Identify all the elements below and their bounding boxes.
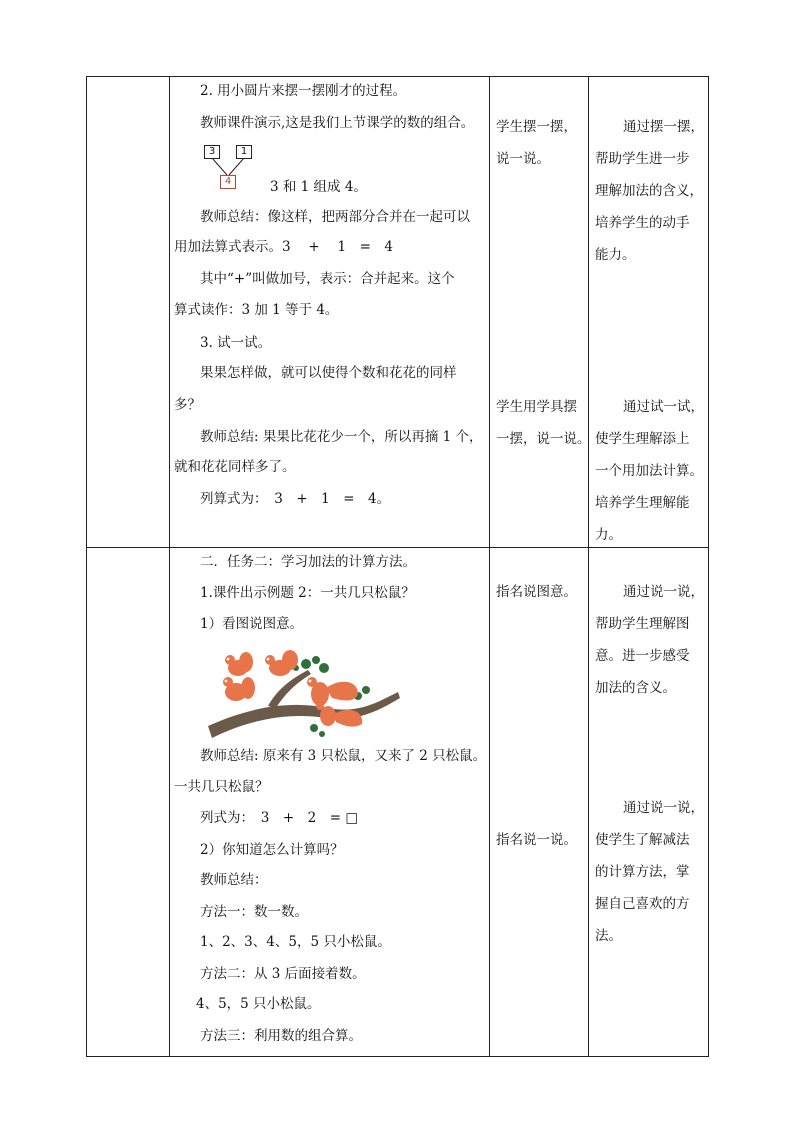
bond-total: 4: [220, 175, 236, 189]
content-line: 方法二：从 3 后面接着数。: [200, 966, 366, 982]
design-intent: 通过摆一摆， 帮助学生进一步 理解加法的含义， 培养学生的动手 能力。: [595, 119, 704, 263]
content-line: 果果怎样做，就可以使得个数和花花的同样: [200, 365, 457, 381]
student-activity: 指名说一说。: [496, 832, 577, 848]
content-line: 就和花花同样多了。: [174, 459, 296, 475]
content-line: 3 和 1 组成 4。: [270, 179, 367, 195]
student-activity-cell: [490, 77, 589, 548]
squirrels-on-branch-illustration: [208, 648, 400, 740]
content-line: 列式为： 3 + 2 = □: [200, 810, 359, 826]
content-line: 2）你知道怎么计算吗？: [200, 842, 344, 858]
content-line: 教师总结: 果果比花花少一个，所以再摘 1 个，: [200, 429, 483, 445]
bond-part-left: 3: [204, 145, 220, 159]
design-intent: 通过试一试， 使学生理解添上 一个用加法计算。 培养学生理解能 力。: [595, 399, 704, 543]
student-activity: 学生摆一摆， 说一说。: [496, 119, 577, 167]
content-line: 1.课件出示例题 2：一共几只松鼠？: [200, 585, 415, 601]
content-line: 方法一：数一数。: [200, 904, 308, 920]
content-line: 3. 试一试。: [200, 335, 272, 351]
lesson-plan-table: [86, 76, 709, 1057]
content-line: 2. 用小圆片来摆一摆刚才的过程。: [200, 83, 407, 99]
design-intent: 通过说一说， 使学生了解减法 的计算方法，掌 握自己喜欢的方 法。: [595, 800, 704, 944]
content-line: 方法三：利用数的组合算。: [200, 1028, 362, 1044]
design-intent-cell: [589, 77, 709, 548]
design-intent: 通过说一说， 帮助学生理解图 意。进一步感受 加法的含义。: [595, 584, 704, 696]
content-line: 多？: [174, 397, 201, 413]
content-line: 1）看图说图意。: [200, 616, 304, 632]
content-line: 教师总结：: [200, 872, 268, 888]
stage-cell: [87, 548, 170, 1057]
stage-cell: [87, 77, 170, 548]
content-line: 4、5，5 只小松鼠。: [196, 996, 321, 1012]
content-line: 教师总结：像这样，把两部分合并在一起可以: [200, 209, 470, 225]
number-bond-diagram: [204, 145, 254, 189]
content-line: 其中“+”叫做加号，表示：合并起来。这个: [200, 271, 455, 287]
content-line: 算式读作：3 加 1 等于 4。: [174, 302, 339, 318]
content-line: 教师总结: 原来有 3 只松鼠，又来了 2 只松鼠。: [200, 748, 487, 764]
content-line: 1、2、3、4、5，5 只小松鼠。: [200, 934, 391, 950]
student-activity: 指名说图意。: [496, 584, 577, 600]
content-line: 教师课件演示,这是我们上节课学的数的组合。: [200, 115, 475, 131]
student-activity-cell: [490, 548, 589, 1057]
student-activity: 学生用学具摆 一摆，说一说。: [496, 399, 591, 447]
bond-part-right: 1: [236, 145, 252, 159]
content-line: 一共几只松鼠？: [174, 779, 269, 795]
content-cell: [170, 77, 490, 548]
content-line: 列算式为： 3 + 1 = 4。: [200, 491, 391, 507]
content-line: 二．任务二：学习加法的计算方法。: [200, 554, 416, 570]
table-row: [87, 548, 709, 1057]
design-intent-cell: [589, 548, 709, 1057]
table-row: [87, 77, 709, 548]
content-line: 用加法算式表示。3 + 1 = 4: [174, 239, 393, 255]
content-cell: [170, 548, 490, 1057]
